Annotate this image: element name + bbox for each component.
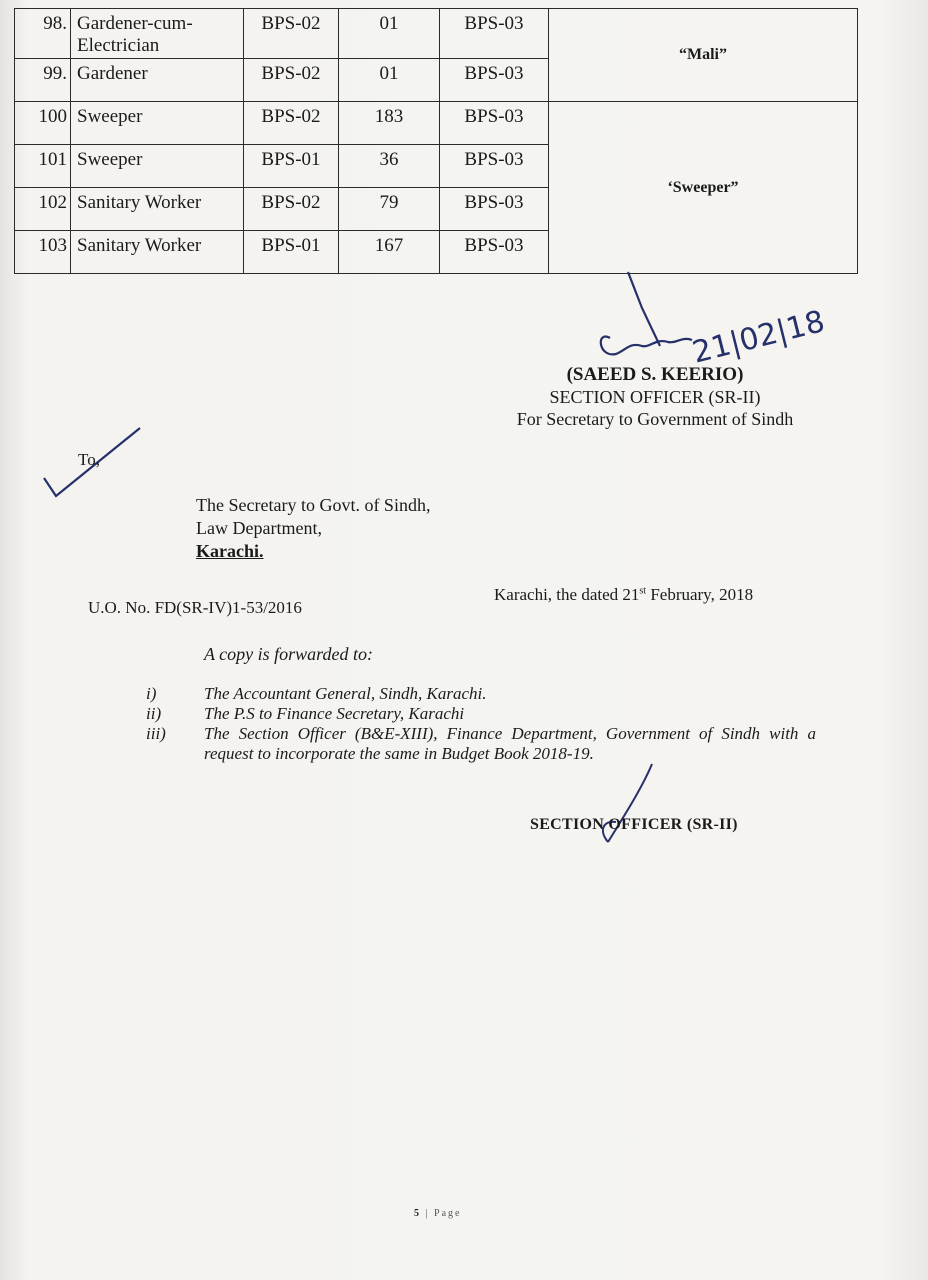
handwritten-signature: [590, 268, 829, 378]
list-item-text: The Section Officer (B&E-XIII), Finance Department, Government of Sindh with a request to incorporate the same in Budget Book 2018-19.: [204, 724, 816, 763]
signatory-name: (SAEED S. KEERIO): [566, 364, 744, 385]
list-item-text: The P.S to Finance Secretary, Karachi: [204, 704, 465, 723]
basic-pay-scale: BPS-02: [244, 9, 339, 59]
post-count: 79: [339, 188, 440, 231]
signatory-designation: SECTION OFFICER (SR-II): [549, 387, 761, 407]
post-name: Sanitary Worker: [71, 188, 244, 231]
row-number: 98.: [15, 9, 71, 59]
post-name: Gardener-cum-Electrician: [71, 9, 244, 59]
post-count: 01: [339, 9, 440, 59]
post-name: Sweeper: [71, 102, 244, 145]
addressee-line-2: Law Department,: [196, 518, 322, 538]
post-name: Sweeper: [71, 145, 244, 188]
footer-signatory: SECTION OFFICER (SR-II): [530, 816, 738, 833]
list-item: [146, 724, 816, 764]
row-number: 103: [15, 231, 71, 274]
table-row: [15, 102, 858, 145]
post-count: 183: [339, 102, 440, 145]
upgraded-scale: BPS-03: [440, 145, 549, 188]
post-name: Gardener: [71, 59, 244, 102]
addressee: [196, 494, 430, 563]
addressee-city: Karachi.: [196, 541, 264, 561]
copy-recipient-list: [146, 684, 816, 764]
post-count: 167: [339, 231, 440, 274]
addressee-line-1: The Secretary to Govt. of Sindh,: [196, 495, 431, 515]
uo-number: U.O. No. FD(SR-IV)1-53/2016: [88, 598, 302, 617]
list-item: [146, 704, 816, 724]
basic-pay-scale: BPS-02: [244, 59, 339, 102]
row-number: 100: [15, 102, 71, 145]
table-row: [15, 9, 858, 59]
post-count: 01: [339, 59, 440, 102]
upgraded-scale: BPS-03: [440, 9, 549, 59]
remark-sweeper: ‘Sweeper”: [549, 102, 858, 274]
basic-pay-scale: BPS-02: [244, 102, 339, 145]
list-item-text: The Accountant General, Sindh, Karachi.: [204, 684, 487, 703]
list-item-number: i): [146, 684, 157, 703]
upgraded-scale: BPS-03: [440, 188, 549, 231]
forward-intro: A copy is forwarded to:: [204, 644, 373, 664]
to-label: To,: [78, 450, 100, 469]
row-number: 101: [15, 145, 71, 188]
basic-pay-scale: BPS-01: [244, 145, 339, 188]
row-number: 102: [15, 188, 71, 231]
basic-pay-scale: BPS-01: [244, 231, 339, 274]
handwritten-date: 21|02|18: [689, 304, 829, 371]
signature-block: [480, 364, 830, 430]
upgraded-scale: BPS-03: [440, 231, 549, 274]
post-name: Sanitary Worker: [71, 231, 244, 274]
signatory-on-behalf: For Secretary to Government of Sindh: [516, 409, 794, 429]
remark-mali: “Mali”: [549, 9, 858, 102]
post-count: 36: [339, 145, 440, 188]
list-item-number: ii): [146, 704, 162, 723]
basic-pay-scale: BPS-02: [244, 188, 339, 231]
list-item: [146, 684, 816, 704]
upgraded-scale: BPS-03: [440, 102, 549, 145]
letter-date: Karachi, the dated 21st February, 2018: [494, 585, 754, 604]
upgraded-scale: BPS-03: [440, 59, 549, 102]
page-number: 5 | Page: [414, 1208, 462, 1219]
posts-table: [14, 8, 858, 274]
initial-signature: [594, 760, 664, 850]
list-item-number: iii): [146, 724, 166, 743]
row-number: 99.: [15, 59, 71, 102]
